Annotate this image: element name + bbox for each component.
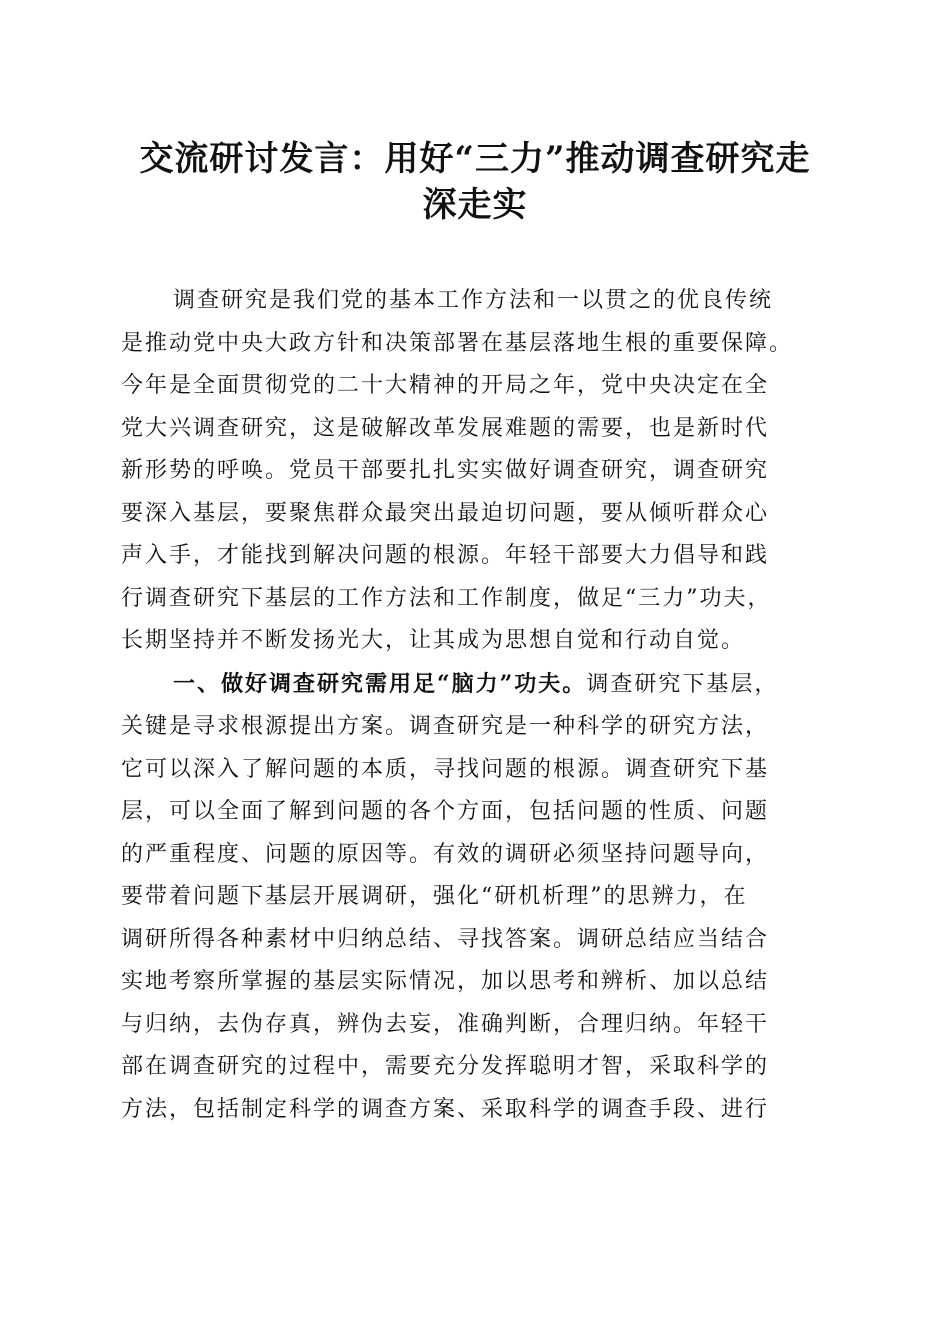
text-line: 声入手，才能找到解决问题的根源。年轻干部要大力倡导和践 [121, 543, 770, 568]
text-line: 今年是全面贯彻党的二十大精神的开局之年，党中央决定在全 [121, 373, 770, 398]
text-line: 它可以深入了解问题的本质，寻找问题的根源。调查研究下基 [121, 756, 770, 782]
text-line: 党大兴调查研究，这是破解改革发展难题的需要，也是新时代 [121, 415, 770, 441]
section-heading: 一、做好调查研究需用足“脑力”功夫。 [173, 670, 587, 697]
text-line: 要带着问题下基层开展调研，强化“研机析理”的思辨力，在 [121, 884, 748, 909]
text-line: 实地考察所掌握的基层实际情况，加以思考和辨析、加以总结 [121, 969, 770, 994]
text-line: 的严重程度、问题的原因等。有效的调研必须坚持问题导向， [121, 841, 770, 867]
document-body [121, 280, 841, 1131]
text-line: 长期坚持并不断发扬光大，让其成为思想自觉和行动自觉。 [121, 628, 746, 653]
title-line: 交流研讨发言：用好“三力”推动调查研究走 [139, 139, 811, 179]
title-line: 深走实 [422, 185, 528, 225]
paragraph-intro [121, 280, 841, 663]
text-run: 调查研究下基层， [586, 671, 779, 697]
paragraph-section-one [121, 663, 841, 1132]
text-line: 行调查研究下基层的工作方法和工作制度，做足“三力”功夫， [121, 585, 772, 611]
text-line: 调查研究是我们党的基本工作方法和一以贯之的优良传统 [173, 288, 774, 313]
text-line: 部在调查研究的过程中，需要充分发挥聪明才智，采取科学的 [121, 1054, 770, 1079]
text-line: 层，可以全面了解到问题的各个方面，包括问题的性质、问题 [121, 799, 770, 824]
text-line: 方法，包括制定科学的调查方案、采取科学的调查手段、进行 [121, 1096, 770, 1122]
text-line: 是推动党中央大政方针和决策部署在基层落地生根的重要保障。 [121, 330, 794, 356]
text-line: 要深入基层，要聚焦群众最突出最迫切问题，要从倾听群众心 [121, 500, 770, 526]
text-line: 与归纳，去伪存真，辨伪去妄，准确判断，合理归纳。年轻干 [121, 1011, 770, 1037]
document-title [60, 136, 890, 228]
text-line: 调研所得各种素材中归纳总结、寻找答案。调研总结应当结合 [121, 926, 770, 952]
text-line: 新形势的呼唤。党员干部要扎扎实实做好调查研究，调查研究 [121, 458, 770, 483]
text-line: 关键是寻求根源提出方案。调查研究是一种科学的研究方法， [121, 714, 770, 739]
text-line [121, 663, 841, 707]
